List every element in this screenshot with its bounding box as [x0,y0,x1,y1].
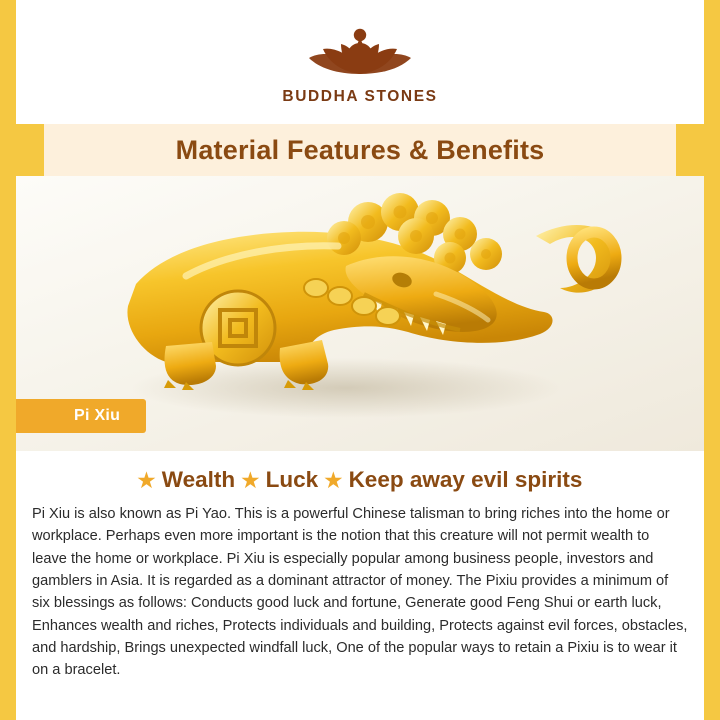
star-icon: ★ [241,470,260,492]
description-text: Pi Xiu is also known as Pi Yao. This is a powerful Chinese talisman to bring riches into the home or workplace. Perhaps even more important is the notion that this creature will not permit wealth to leave the home or workplace. Pi Xiu is especially popular among business people, investors and gamblers in Asia. It is regarded as a dominant attractor of money. The Pixiu provides a minimum of six blessings as follows: Conducts good luck and fortune, Generate good Feng Shui or earth luck, Enhances wealth and riches, Protects individuals and building, Protects against evil forces, obstacles, and hardship, Brings unexpected windfall luck, One of the popular ways to retain a Pixiu is to wear it on a bracelet. [32,506,688,679]
benefits-headline [32,467,688,493]
description-section [16,451,704,720]
benefit-evil-spirits: Keep away evil spirits [348,467,583,492]
benefit-luck: Luck [265,467,319,492]
benefit-wealth: Wealth [161,467,236,492]
star-icon: ★ [324,470,343,492]
brand-name: BUDDHA STONES [282,88,438,105]
product-caption: Pi Xiu [16,399,146,433]
product-image [16,176,704,451]
star-icon: ★ [137,470,156,492]
brand-header [16,0,704,124]
page-title: Material Features & Benefits [175,134,545,165]
lotus-meditation-icon [275,22,445,84]
section-title-banner [16,124,704,176]
